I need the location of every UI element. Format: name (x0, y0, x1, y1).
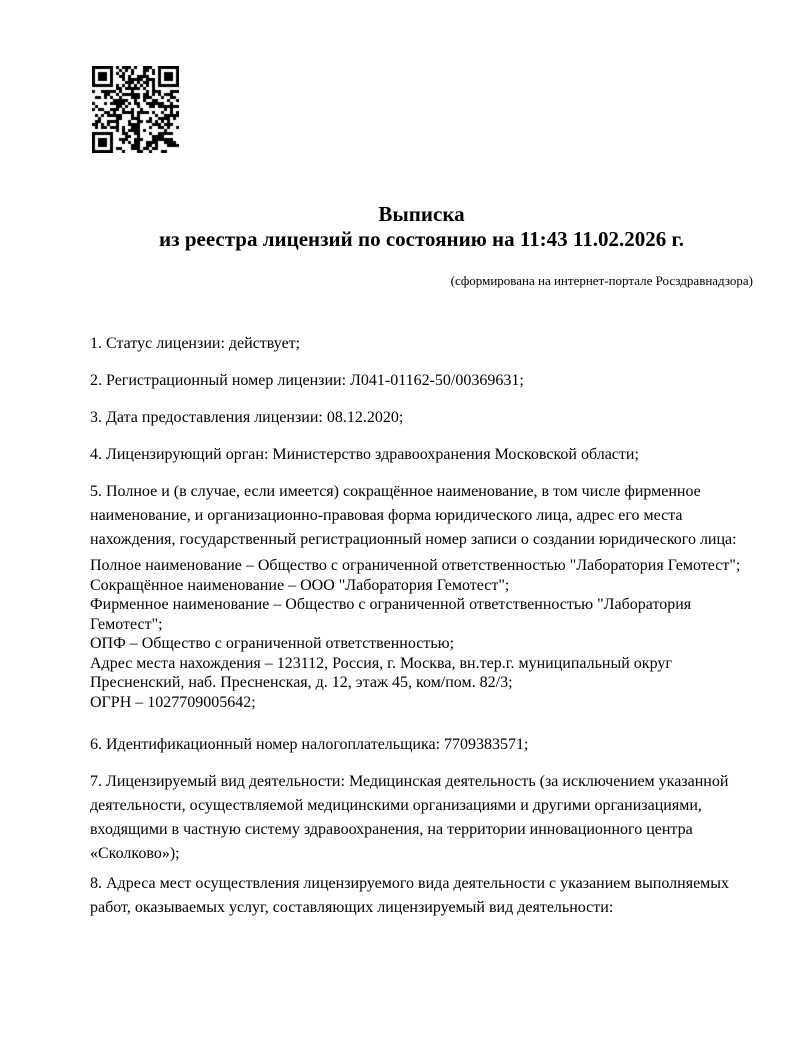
paragraph-activity-type: 7. Лицензируемый вид деятельности: Медицинская деятельность (за исключением указанной деятельности, осуществляемой медицинскими организациями и другими организациями, входящими в частную систему здравоохранения, на территории инновационного центра «Сколково»); (90, 773, 729, 862)
paragraph-entity-intro: 5. Полное и (в случае, если имеется) сокращённое наименование, в том числе фирменное наименование, и организационно-правовая форма юридического лица, адрес его места нахождения, государственный регистрационный номер записи о создании юридического лица: (90, 483, 737, 548)
paragraph-grant-date: 3. Дата предоставления лицензии: 08.12.2020; (90, 409, 404, 426)
entity-address: Адрес места нахождения – 123112, Россия, г. Москва, вн.тер.г. муниципальный округ Пресненский, наб. Пресненская, д. 12, этаж 45, ком/пом. 82/3; (90, 654, 672, 691)
entity-brand-name: Фирменное наименование – Общество с ограниченной ответственностью "Лаборатория Гемотест"; (90, 596, 692, 633)
document-title (90, 202, 753, 252)
generated-note: (сформирована на интернет-портале Росздравнадзора) (450, 273, 753, 288)
title-line-1: Выписка (378, 202, 465, 226)
paragraph-activity-addresses: 8. Адреса мест осуществления лицензируемого вида деятельности с указанием выполняемых работ, оказываемых услуг, составляющих лицензируемый вид деятельности: (90, 875, 730, 916)
document-body (90, 332, 753, 920)
document-content (90, 0, 753, 933)
paragraph-registration-number: 2. Регистрационный номер лицензии: Л041-01162-50/00369631; (90, 372, 524, 389)
paragraph-licensing-authority: 4. Лицензирующий орган: Министерство здравоохранения Московской области; (90, 446, 639, 463)
title-line-2: из реестра лицензий по состоянию на 11:43 11.02.2026 г. (159, 227, 684, 251)
entity-details-block (90, 556, 753, 712)
entity-legal-form: ОПФ – Общество с ограниченной ответственностью; (90, 635, 455, 652)
entity-short-name: Сокращённое наименование – ООО "Лаборатория Гемотест"; (90, 576, 510, 594)
entity-ogrn: ОГРН – 1027709005642; (90, 693, 256, 711)
paragraph-inn: 6. Идентификационный номер налогоплательщика: 7709383571; (90, 736, 529, 753)
paragraph-license-status: 1. Статус лицензии: действует; (90, 335, 301, 352)
entity-full-name: Полное наименование – Общество с ограниченной ответственностью "Лаборатория Гемотест"; (90, 557, 741, 574)
